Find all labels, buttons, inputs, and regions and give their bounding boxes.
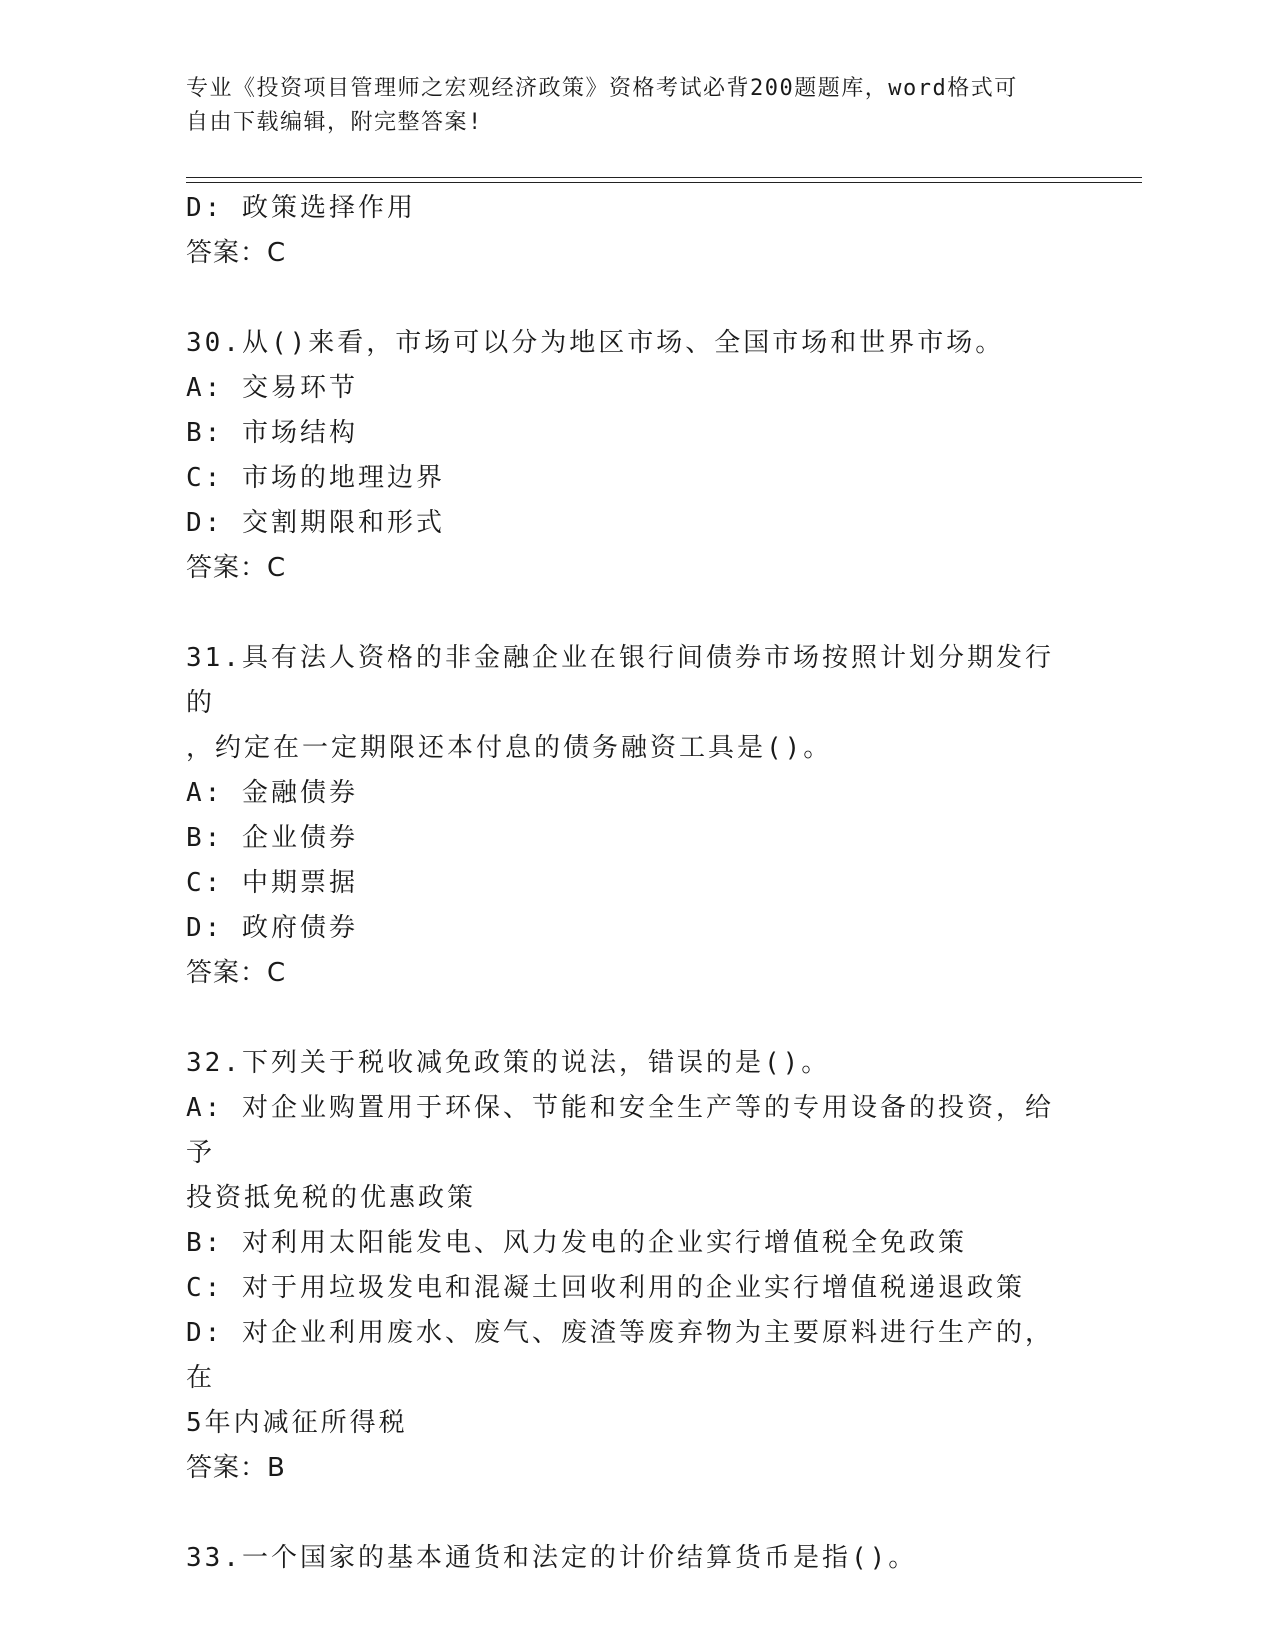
option-a-line-2: 投资抵免税的优惠政策: [186, 1183, 477, 1213]
option-a: A: 金融债券: [186, 778, 358, 808]
spacer: [186, 996, 1066, 1041]
answer-line: 答案：C: [186, 958, 287, 988]
question-31: [186, 636, 1066, 996]
option-d: D: 政策选择作用: [186, 193, 416, 223]
question-stem: 33.一个国家的基本通货和法定的计价结算货币是指()。: [186, 1543, 918, 1573]
header-rule-bottom: [186, 182, 1142, 183]
option-d-line-1: D: 对企业利用废水、废气、废渣等废弃物为主要原料进行生产的，在: [186, 1318, 1054, 1393]
answer-line: 答案：B: [186, 1453, 286, 1483]
question-stem: 32.下列关于税收减免政策的说法，错误的是()。: [186, 1048, 831, 1078]
header-rule-top: [186, 177, 1142, 178]
option-a: A: 交易环节: [186, 373, 358, 403]
header-line-1: 专业《投资项目管理师之宏观经济政策》资格考试必背200题题库，word格式可: [186, 76, 1018, 101]
question-32: [186, 1041, 1066, 1491]
question-stem-line-2: ，约定在一定期限还本付息的债务融资工具是()。: [186, 733, 833, 763]
question-33: [186, 1536, 1066, 1581]
option-b: B: 对利用太阳能发电、风力发电的企业实行增值税全免政策: [186, 1228, 967, 1258]
option-c: C: 市场的地理边界: [186, 463, 445, 493]
option-d: D: 政府债券: [186, 913, 358, 943]
answer-line: 答案：C: [186, 553, 287, 583]
spacer: [186, 1491, 1066, 1536]
page-header: [186, 72, 1056, 140]
spacer: [186, 591, 1066, 636]
document-body: [186, 186, 1066, 1581]
question-stem-line-1: 31.具有法人资格的非金融企业在银行间债券市场按照计划分期发行的: [186, 643, 1054, 718]
question-30: [186, 321, 1066, 591]
answer-line: 答案：C: [186, 238, 287, 268]
question-stem: 30.从()来看，市场可以分为地区市场、全国市场和世界市场。: [186, 328, 1005, 358]
option-c: C: 对于用垃圾发电和混凝土回收利用的企业实行增值税递退政策: [186, 1273, 1025, 1303]
spacer: [186, 276, 1066, 321]
header-line-2: 自由下载编辑，附完整答案!: [186, 110, 483, 135]
option-b: B: 市场结构: [186, 418, 358, 448]
previous-question-tail: [186, 186, 1066, 276]
option-b: B: 企业债券: [186, 823, 358, 853]
option-c: C: 中期票据: [186, 868, 358, 898]
option-d: D: 交割期限和形式: [186, 508, 445, 538]
option-d-line-2: 5年内减征所得税: [186, 1408, 408, 1438]
option-a-line-1: A: 对企业购置用于环保、节能和安全生产等的专用设备的投资，给予: [186, 1093, 1054, 1168]
